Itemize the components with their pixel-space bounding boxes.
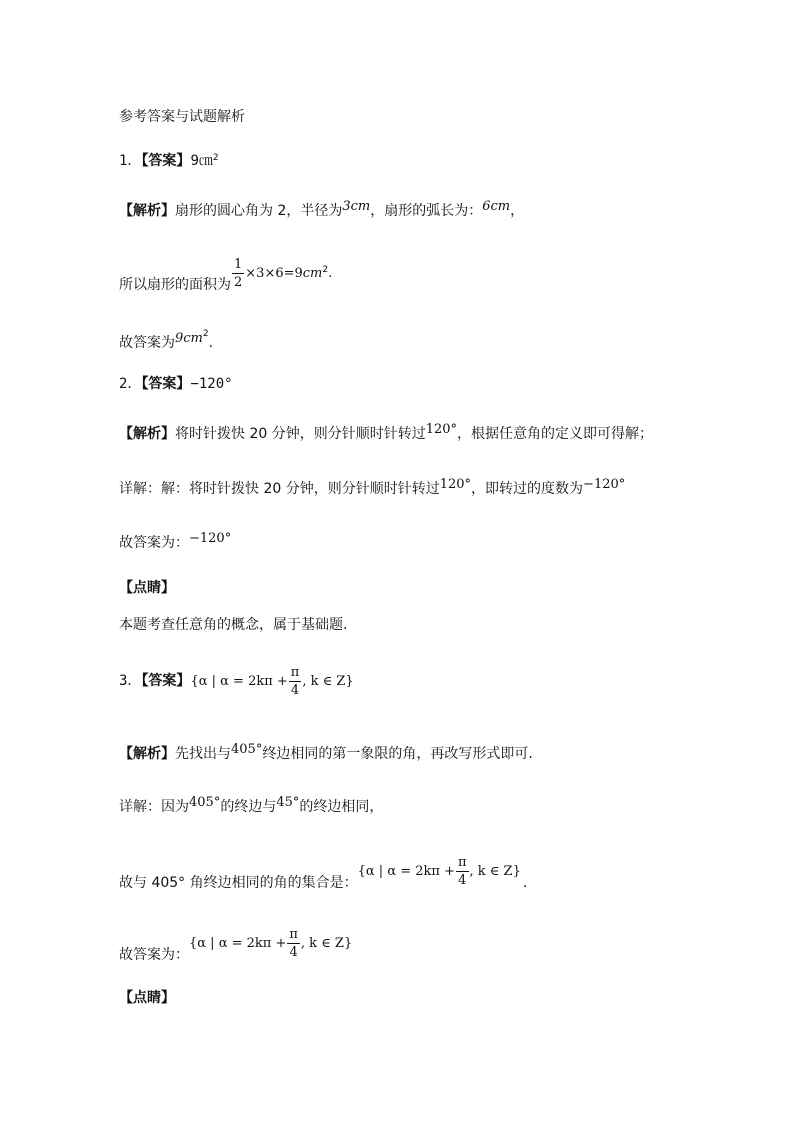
q1-frac-num: 1 xyxy=(234,256,243,272)
q3-set-fraction xyxy=(289,664,302,699)
q1-expl-tag: 【解析】 xyxy=(119,203,175,219)
q1-explanation-line xyxy=(119,201,524,222)
q1-conc-prefix: 故答案为 xyxy=(119,335,175,351)
q3-detail-line xyxy=(119,797,383,818)
q2-answer-tag: 【答案】 xyxy=(141,376,191,392)
q3-answer-set xyxy=(190,665,354,698)
q3-detail-angle2: 45° xyxy=(276,795,300,810)
q2-detail-prefix: 详解：解：将时针拨快 20 分钟，则分针顺时针转过 xyxy=(119,481,440,497)
q1-number: 1． xyxy=(119,153,142,169)
q3-set2-a: {α | α = 2kπ + xyxy=(357,864,455,879)
q1-area-sup: 2 xyxy=(322,265,329,275)
q2-answer-line xyxy=(119,374,233,394)
q3-detail-a: 详解：因为 xyxy=(119,799,189,815)
q3-answer-line xyxy=(119,662,354,701)
q1-conclusion-line xyxy=(119,329,214,355)
q3-point-tag: 【点睛】 xyxy=(119,990,175,1006)
q3-set3-den: 4 xyxy=(289,945,298,960)
q3-expl-tag: 【解析】 xyxy=(119,746,175,762)
q3-conclusion-line xyxy=(119,924,352,963)
q3-set3-fraction xyxy=(287,926,300,961)
q2-point-text: 本题考查任意角的概念，属于基础题. xyxy=(119,617,348,633)
q2-expl-a: 将时针拨快 20 分钟，则分针顺时针转过 xyxy=(175,426,426,442)
q3-conc-set xyxy=(189,927,353,960)
q1-answer-line xyxy=(119,151,219,173)
q1-answer-value: 9㎝ xyxy=(190,153,213,169)
q2-expl-tag: 【解析】 xyxy=(119,426,175,442)
q1-answer-sup: 2 xyxy=(212,153,219,163)
q3-number: 3． xyxy=(119,673,142,689)
q2-conclusion-line xyxy=(119,533,231,554)
q1-area-expr: ×3×6=9 xyxy=(245,266,303,281)
q2-detail-line xyxy=(119,479,625,500)
q1-area-line xyxy=(119,254,332,294)
q1-conc-end: . xyxy=(208,335,214,351)
q3-set2-fraction xyxy=(456,854,469,889)
q2-conc-prefix: 故答案为： xyxy=(119,535,189,551)
q1-expl-c: ， xyxy=(510,203,525,219)
q1-area-end: . xyxy=(328,266,333,281)
q1-conc-value: 9cm xyxy=(175,331,203,346)
q3-detail-b: 的终边与 xyxy=(220,799,277,815)
q3-expl-b: 终边相同的第一象限的角，再改写形式即可. xyxy=(262,746,533,762)
q3-set-a: {α | α = 2kπ + xyxy=(190,674,288,689)
q1-radius: 3cm xyxy=(342,199,371,214)
q1-expl-a: 扇形的圆心角为 2，半径为 xyxy=(175,203,343,219)
q3-set3-a: {α | α = 2kπ + xyxy=(189,936,287,951)
q1-area-fraction xyxy=(232,256,244,291)
q3-detail-angle1: 405° xyxy=(189,795,221,810)
page-title: 参考答案与试题解析 xyxy=(119,109,245,125)
q3-set3-b: , k ∈ Z} xyxy=(300,936,353,951)
q2-conc-value: −120° xyxy=(189,531,232,546)
q2-detail-mid: ，即转过的度数为 xyxy=(471,481,584,497)
q3-explanation-line xyxy=(119,744,533,765)
q3-set-b: , k ∈ Z} xyxy=(302,674,354,689)
q3-conc-prefix: 故答案为： xyxy=(119,947,189,963)
q3-expl-a: 先找出与 xyxy=(175,746,231,762)
q1-expl-b: ，扇形的弧长为： xyxy=(370,203,483,219)
q1-arc: 6cm xyxy=(482,199,511,214)
q2-detail-angle: 120° xyxy=(439,477,472,492)
q2-answer-value: −120° xyxy=(190,376,233,392)
q3-set2-num: π xyxy=(457,855,467,870)
q3-expl-angle: 405° xyxy=(231,742,263,757)
q3-detail-c: 的终边相同， xyxy=(299,799,384,815)
q2-number: 2． xyxy=(119,376,142,392)
q3-answer-tag: 【答案】 xyxy=(141,673,191,689)
q3-set2-b: , k ∈ Z} xyxy=(469,864,521,879)
q3-set-num: π xyxy=(290,665,300,680)
q3-set-line xyxy=(119,852,527,891)
q1-area-unit: cm xyxy=(302,266,323,281)
q2-point-tag: 【点睛】 xyxy=(119,580,175,596)
q1-area-prefix: 所以扇形的面积为 xyxy=(119,277,231,293)
q1-answer-tag: 【答案】 xyxy=(141,153,191,169)
q2-angle: 120° xyxy=(425,422,458,437)
q1-frac-den: 2 xyxy=(234,274,243,290)
q3-set-den: 4 xyxy=(290,683,300,698)
q3-set3-num: π xyxy=(289,927,298,942)
q2-detail-value: −120° xyxy=(583,477,626,492)
q2-expl-b: ，根据任意角的定义即可得解； xyxy=(457,426,654,442)
q3-set-end: . xyxy=(522,875,528,891)
q2-explanation-line xyxy=(119,424,653,445)
q3-set-prefix: 故与 405° 角终边相同的角的集合是： xyxy=(119,875,358,891)
q1-conc-sup: 2 xyxy=(202,329,209,339)
q3-set2-den: 4 xyxy=(458,873,467,888)
q3-set-expression xyxy=(357,855,521,888)
